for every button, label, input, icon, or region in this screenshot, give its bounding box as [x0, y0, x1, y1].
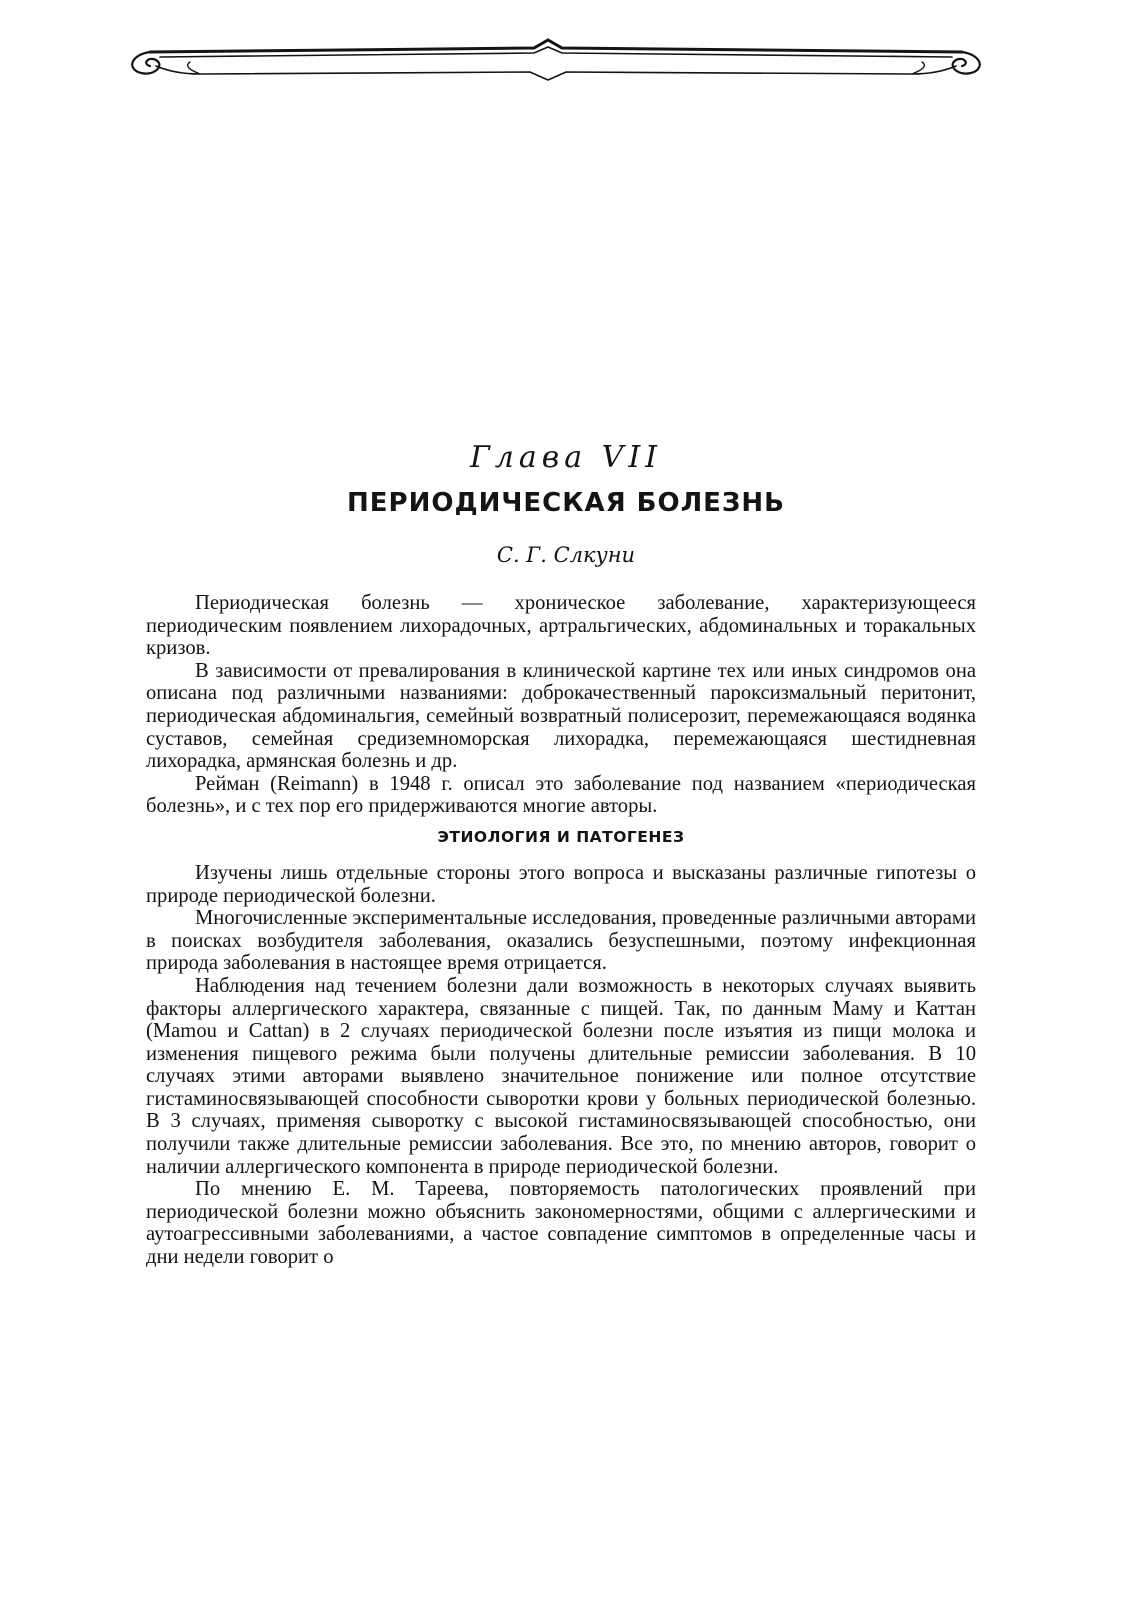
- paragraph: Периодическая болезнь — хроническое заболевание, характеризующееся периодическим появлением лихорадочных, артральгических, абдоминальных и торакальных кризов.: [146, 592, 976, 660]
- chapter-author: С. Г. Слкуни: [496, 543, 636, 567]
- paragraph: Рейман (Reimann) в 1948 г. описал это заболевание под названием «периодическая болезнь», и с тех пор его придерживаются многие авторы.: [146, 772, 976, 818]
- section-heading: ЭТИОЛОГИЯ И ПАТОГЕНЕЗ: [437, 827, 685, 846]
- chapter-label: Глава VII: [469, 440, 663, 475]
- paragraph: Многочисленные экспериментальные исследования, проведенные различными авторами в поисках возбудителя заболевания, оказались безуспешными, поэтому инфекционная природа заболевания в настоящее время отрицается.: [146, 907, 976, 975]
- paragraph: По мнению Е. М. Тареева, повторяемость патологических проявлений при периодической болезни можно объяснить закономерностями, общими с аллергическими и аутоагрессивными заболеваниями, а частое совпадение симптомов в определенные часы и дни недели говорит о: [146, 1178, 976, 1269]
- paragraph: В зависимости от превалирования в клинической картине тех или иных синдромов она описана под различными названиями: доброкачественный пароксизмальный перитонит, периодическая абдоминальгия, семейный возвратный полисерозит, перемежающаяся водянка суставов, семейная средиземноморская лихорадка, перемежающаяся шестидневная лихорадка, армянская болезнь и др.: [146, 659, 976, 773]
- chapter-body: [146, 592, 976, 1269]
- chapter-title: ПЕРИОДИЧЕСКАЯ БОЛЕЗНЬ: [347, 488, 785, 518]
- paragraph: Наблюдения над течением болезни дали возможность в некоторых случаях выявить факторы аллергического характера, связанные с пищей. Так, по данным Маму и Каттан (Mamou и Cattan) в 2 случаях периодической болезни после изъятия из пищи молока и изменения пищевого режима были получены длительные ремиссии заболевания. В 10 случаях этими авторами выявлено значительное понижение или полное отсутствие гистаминосвязывающей способности сыворотки крови у больных периодической болезнью. В 3 случаях, применяя сыворотку с высокой гистаминосвязывающей способностью, они получили также длительные ремиссии заболевания. Все это, по мнению авторов, говорит о наличии аллергического компонента в природе периодической болезни.: [146, 974, 976, 1178]
- paragraph: Изучены лишь отдельные стороны этого вопроса и высказаны различные гипотезы о природе периодической болезни.: [146, 861, 976, 907]
- decorative-header-ornament-icon: [130, 36, 982, 96]
